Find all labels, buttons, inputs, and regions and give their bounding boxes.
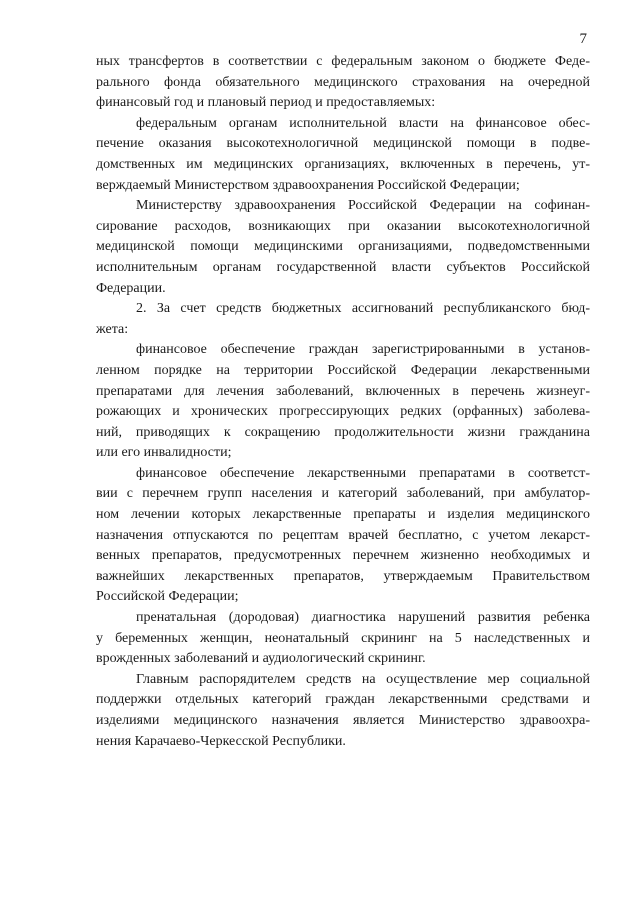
text-line: Российской Федерации; — [96, 589, 239, 605]
text-line: рожающих и хронических прогрессирующих редких (орфанных) заболева- — [96, 404, 590, 420]
text-line: ных трансфертов в соответствии с федеральным законом о бюджете Феде- — [96, 54, 590, 69]
text-line: жета: — [96, 321, 129, 337]
text-line: ний, приводящих к сокращению продолжительности жизни гражданина — [96, 424, 590, 440]
text-line: домственных им медицинских организациях, включенных в перечень, ут- — [96, 156, 590, 172]
text-line: ленном порядке на территории Российской Федерации лекарственными — [96, 362, 590, 378]
text-line: нения Карачаево-Черкесской Республики. — [96, 733, 346, 749]
text-line: венных препаратов, предусмотренных перечнем жизненно необходимых и — [96, 548, 590, 564]
text-line: медицинской помощи медицинскими организациями, подведомственными — [96, 239, 590, 255]
text-line: ном лечении которых лекарственные препараты и изделия медицинского — [96, 507, 590, 523]
text-line: вии с перечнем групп населения и категорий заболеваний, при амбулатор- — [96, 486, 590, 502]
text-line: Федерации. — [96, 280, 166, 296]
document-body — [96, 52, 590, 752]
text-line: пренатальная (дородовая) диагностика нарушений развития ребенка — [136, 610, 590, 626]
text-line: поддержки отдельных категорий граждан лекарственными средствами и — [96, 692, 590, 708]
text-line: финансовый год и плановый период и предоставляемых: — [96, 95, 436, 111]
page-number: 7 — [579, 31, 587, 47]
text-line: федеральным органам исполнительной власти на финансовое обес- — [136, 115, 590, 131]
text-line: сирование расходов, возникающих при оказании высокотехнологичной — [96, 218, 590, 234]
text-line: исполнительным органам государственной власти субъектов Российской — [96, 259, 590, 275]
text-line: назначения отпускаются по рецептам врачей бесплатно, с учетом лекарст- — [96, 527, 590, 543]
text-line: финансовое обеспечение граждан зарегистрированными в установ- — [136, 342, 590, 358]
text-line: Министерству здравоохранения Российской Федерации на софинан- — [136, 198, 590, 214]
text-line: врожденных заболеваний и аудиологический скрининг. — [96, 651, 426, 667]
text-line: Главным распорядителем средств на осуществление мер социальной — [136, 671, 590, 687]
text-line: у беременных женщин, неонатальный скрининг на 5 наследственных и — [96, 630, 590, 646]
text-line: или его инвалидности; — [96, 445, 232, 461]
text-line: важнейших лекарственных препаратов, утверждаемым Правительством — [96, 568, 590, 584]
text-line: верждаемый Министерством здравоохранения Российской Федерации; — [96, 177, 520, 193]
text-line: финансовое обеспечение лекарственными препаратами в соответст- — [136, 465, 590, 481]
text-line: препаратами для лечения заболеваний, включенных в перечень жизнеуг- — [96, 383, 590, 399]
text-line: рального фонда обязательного медицинского страхования на очередной — [96, 74, 590, 90]
text-line: 2. За счет средств бюджетных ассигнований республиканского бюд- — [136, 301, 590, 317]
text-line: изделиями медицинского назначения является Министерство здравоохра- — [96, 713, 590, 728]
text-line: печение оказания высокотехнологичной медицинской помощи в подве- — [96, 136, 590, 152]
